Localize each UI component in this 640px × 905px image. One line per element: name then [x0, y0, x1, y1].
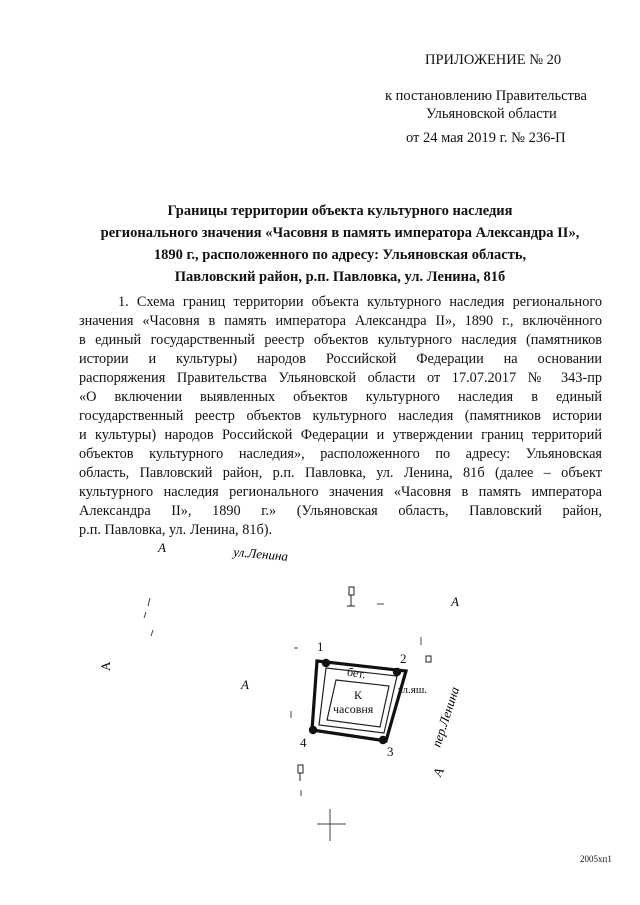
- body-line: истории и культуры) народов Российской Федерации на основании: [79, 351, 602, 367]
- title-line: 1890 г., расположенного по адресу: Ульяновская область,: [153, 247, 527, 263]
- point-label-2: 2: [400, 651, 407, 666]
- body-line: р.п. Павловка, ул. Ленина, 81б).: [79, 522, 273, 538]
- zone-a-label-center: А: [241, 677, 249, 692]
- body-line: 1. Схема границ территории объекта культурного наследия регионального: [118, 294, 602, 310]
- boundary-point-4: [309, 726, 317, 734]
- concrete-label: бет.: [346, 664, 367, 682]
- zone-a-label-left: А: [98, 661, 113, 671]
- appendix-number: ПРИЛОЖЕНИЕ № 20: [425, 52, 562, 68]
- point-label-3: 3: [387, 744, 394, 759]
- point-label-1: 1: [317, 639, 324, 654]
- body-line: значения «Часовня в память императора Александра II», 1890 г., включённого: [79, 313, 602, 329]
- document-code: 2005хп1: [580, 854, 612, 864]
- chapel-k-label: К: [354, 688, 363, 702]
- point-label-4: 4: [300, 735, 307, 750]
- body-line: область, Павловский район, р.п. Павловка, ул. Ленина, 81б (далее – объект: [79, 465, 602, 481]
- chapel-label: часовня: [333, 702, 374, 716]
- body-line: в единый государственный реестр объектов культурного наследия (памятников: [79, 332, 602, 348]
- region-name: Ульяновской области: [426, 106, 557, 122]
- body-line: Александра II», 1890 г.» (Ульяновская область, Павловский район,: [79, 503, 602, 519]
- title-line: регионального значения «Часовня в память императора Александра II»,: [100, 225, 580, 241]
- scheme-marks: [144, 598, 421, 841]
- body-line: «О включении выявленных объектов культурного наследия в единый: [79, 389, 602, 405]
- decree-date: от 24 мая 2019 г. № 236-П: [406, 130, 566, 146]
- zone-a-label-right: А: [451, 594, 459, 609]
- body-line: объектов культурного наследия», расположенного по адресу: Ульяновская: [79, 446, 602, 462]
- body-line: и культуры) народов Российской Федерации и утверждении границ территорий: [79, 427, 602, 443]
- boundary-point-2: [393, 668, 401, 676]
- title-line: Границы территории объекта культурного наследия: [167, 203, 513, 219]
- lane-lenina-label: пер.Ленина: [428, 684, 463, 749]
- body-line: культурного наследия регионального значения «Часовня в память императора: [79, 484, 602, 500]
- street-lenina-label: ул.Ленина: [232, 544, 289, 564]
- boundary-point-3: [379, 736, 387, 744]
- body-line: распоряжения Правительства Ульяновской области от 17.07.2017 № 343-пр: [79, 370, 602, 386]
- zone-a-label-top: А: [158, 540, 166, 555]
- decree-reference: к постановлению Правительства: [385, 88, 587, 104]
- zone-a-label-bottom-right: А: [429, 764, 448, 780]
- body-line: государственный реестр объектов культурного наследия (памятников истории: [79, 408, 602, 424]
- title-line: Павловский район, р.п. Павловка, ул. Ленина, 81б: [174, 269, 506, 285]
- electric-box-label: эл.яш.: [398, 684, 428, 696]
- boundary-point-1: [322, 659, 330, 667]
